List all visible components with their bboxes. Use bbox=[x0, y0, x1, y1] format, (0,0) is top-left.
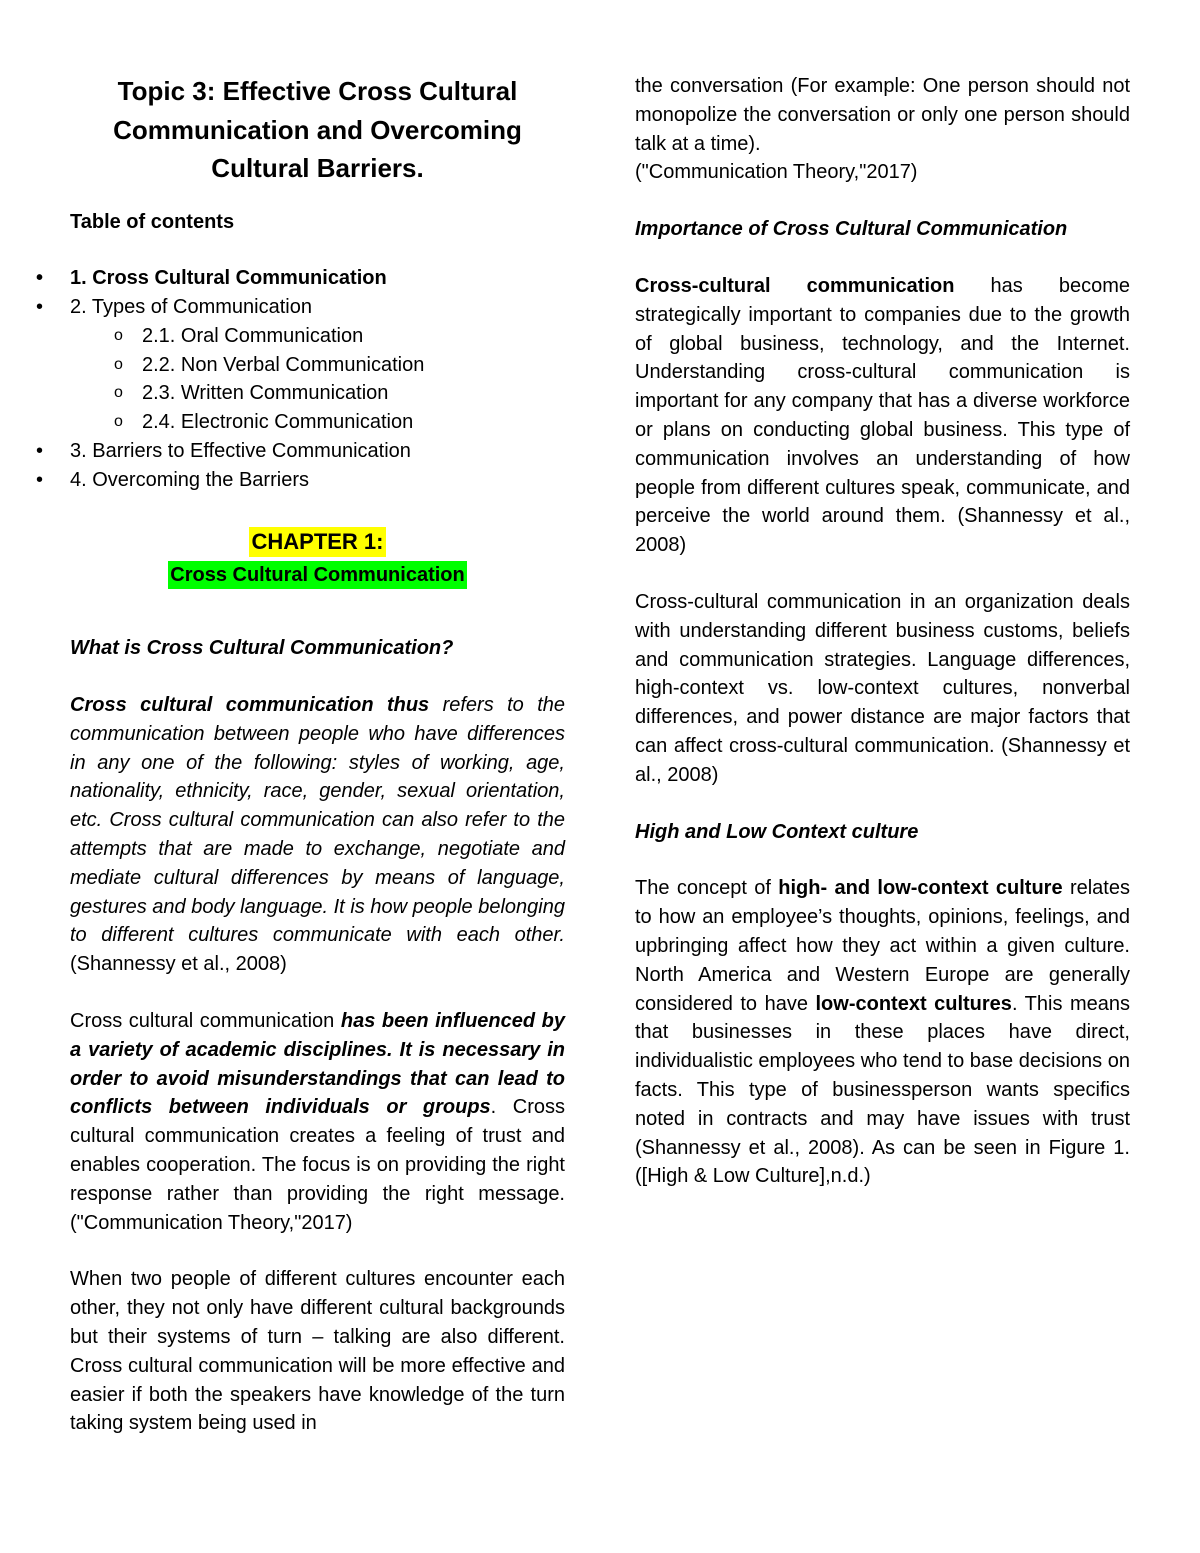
toc-subitem[interactable]: o 2.1. Oral Communication bbox=[70, 322, 565, 351]
influence-emphasis: has been influenced by a variety of academic disciplines. It is necessary in order to avoid misunderstandings that can lead to conflicts between individuals or groups bbox=[70, 1010, 565, 1119]
influence-lead: Cross cultural communication bbox=[70, 1010, 341, 1033]
section-heading-context: High and Low Context culture bbox=[635, 820, 919, 843]
importance-lead: Cross-cultural communication bbox=[635, 274, 955, 297]
influence-paragraph bbox=[70, 1007, 565, 1237]
chapter-subtitle: Cross Cultural Communication bbox=[168, 561, 466, 589]
turn-taking-paragraph: When two people of different cultures encounter each other, they not only have different cultural backgrounds but their systems of turn – talking are also different. Cross cultural communication will be more effective and easier if both the speakers have knowledge of the turn taking system being used in bbox=[70, 1268, 565, 1435]
toc-subitem[interactable]: o 2.4. Electronic Communication bbox=[70, 408, 565, 437]
table-of-contents bbox=[70, 264, 565, 494]
importance-paragraph bbox=[635, 272, 1130, 560]
organization-paragraph: Cross-cultural communication in an organization deals with understanding different business customs, beliefs and communication strategies. Language differences, high-context vs. low-context cultures, nonverbal differences, and power distance are major factors that can affect cross-cultural communication. (Shannessy et al., 2008) bbox=[635, 590, 1130, 786]
toc-item[interactable]: • 3. Barriers to Effective Communication bbox=[70, 437, 565, 466]
continued-citation: ("Communication Theory,"2017) bbox=[635, 161, 918, 184]
context-term: high- and low-context culture bbox=[778, 877, 1063, 900]
chapter-label: CHAPTER 1: bbox=[249, 527, 385, 557]
toc-item[interactable]: • 2. Types of Communication bbox=[70, 293, 565, 322]
section-question: What is Cross Cultural Communication? bbox=[70, 637, 454, 660]
left-column bbox=[70, 72, 565, 1466]
toc-subitem[interactable]: o 2.3. Written Communication bbox=[70, 379, 565, 408]
context-body: relates to how an employee’s thoughts, opinions, feelings, and upbringing affect how they act within a given culture. North America and Western Europe are generally considered to have bbox=[635, 877, 1130, 1015]
context-lead: The concept of bbox=[635, 877, 779, 900]
chapter-heading bbox=[70, 527, 565, 591]
importance-body: has become strategically important to companies due to the growth of global business, technology, and the Internet. Understanding cross-cultural communication is important for any company that has a diverse workforce or plans on conducting global business. This type of communication involves an understanding of how people from different cultures speak, communicate, and perceive the world around them. (Shannessy et al., 2008) bbox=[635, 274, 1130, 557]
definition-citation: (Shannessy et al., 2008) bbox=[70, 953, 287, 976]
toc-item[interactable]: • 4. Overcoming the Barriers bbox=[70, 466, 565, 495]
continued-paragraph: the conversation (For example: One person should not monopolize the conversation or only one person should talk at a time). bbox=[635, 75, 1130, 155]
context-body-end: . This means that businesses in these places have direct, individualistic employees who tend to base decisions on facts. This type of businessperson wants specifics noted in contracts and may have issues with trust (Shannessy et al., 2008). As can be seen in Figure 1. ([High & Low Culture],n.d.) bbox=[635, 992, 1131, 1188]
definition-paragraph bbox=[70, 691, 565, 979]
toc-heading: Table of contents bbox=[70, 210, 235, 233]
right-column bbox=[635, 72, 1130, 1219]
definition-lead: Cross cultural communication thus bbox=[70, 694, 430, 717]
toc-subitem[interactable]: o 2.2. Non Verbal Communication bbox=[70, 351, 565, 380]
context-paragraph bbox=[635, 874, 1130, 1191]
toc-item[interactable]: • 1. Cross Cultural Communication bbox=[70, 264, 565, 293]
influence-body: . Cross cultural communication creates a feeling of trust and enables cooperation. The focus is on providing the right response rather than providing the right message. ("Communication Theory,"2017) bbox=[70, 1096, 565, 1234]
context-term-low: low-context cultures bbox=[815, 992, 1012, 1015]
page-title: Topic 3: Effective Cross Cultural Communication and Overcoming Cultural Barriers. bbox=[113, 76, 522, 183]
section-heading-importance: Importance of Cross Cultural Communication bbox=[635, 218, 1068, 241]
definition-body: refers to the communication between people who have differences in any one of the following: styles of working, age, nationality, ethnicity, race, gender, sexual orientation, etc. Cross cultural communication can also refer to the attempts that are made to exchange, negotiate and mediate cultural differences by means of language, gestures and body language. It is how people belonging to different cultures communicate with each other. bbox=[70, 694, 566, 947]
